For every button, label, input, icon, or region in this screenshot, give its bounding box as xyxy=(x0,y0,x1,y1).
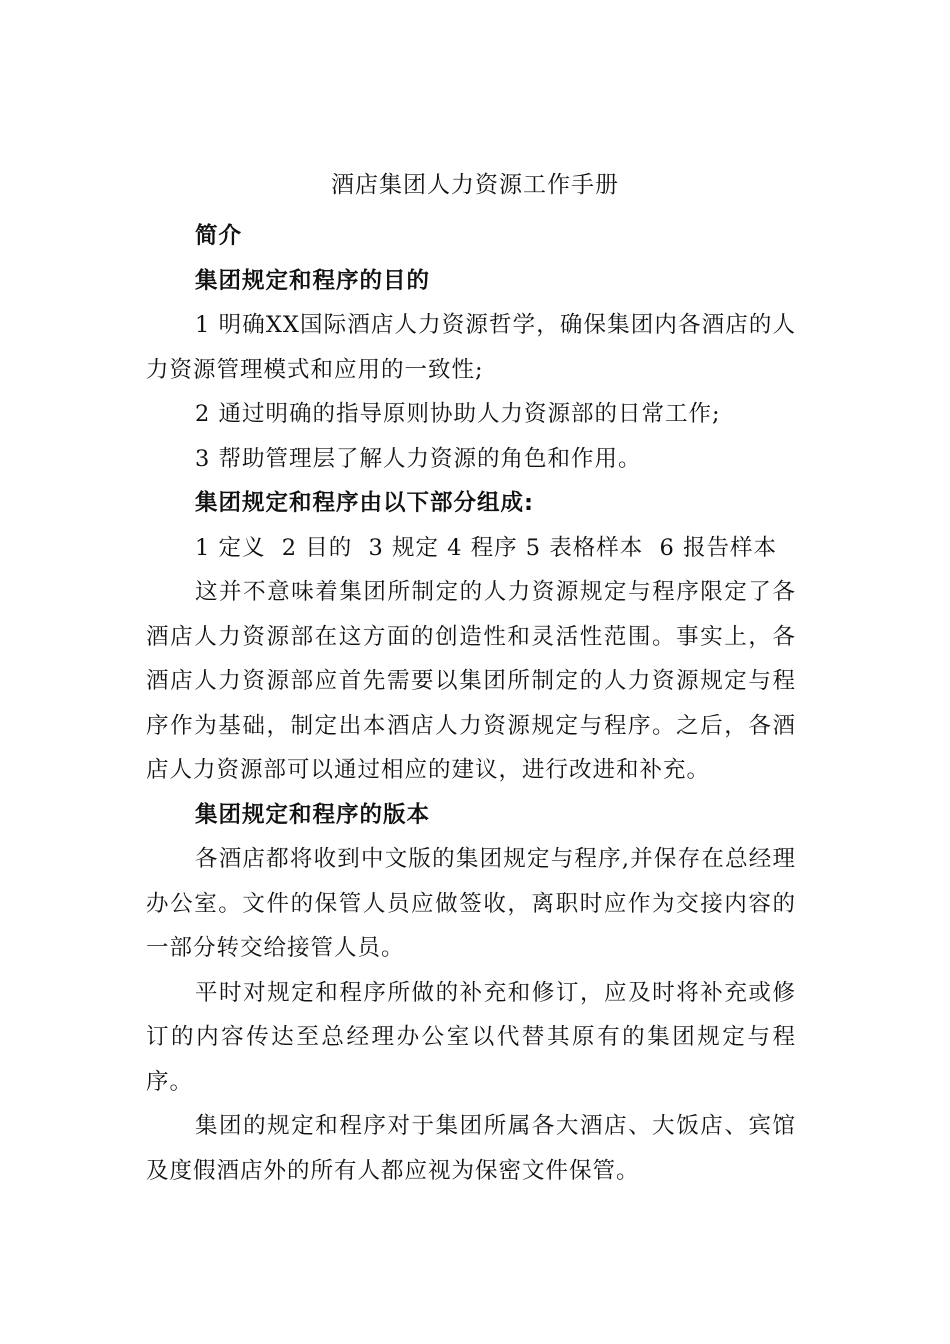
body-paragraph-3: 平时对规定和程序所做的补充和修订，应及时将补充或修订的内容传达至总经理办公室以代替其原有的集团规定与程序。 xyxy=(146,979,796,1095)
purpose-item-3: 3 帮助管理层了解人力资源的角色和作用。 xyxy=(195,445,642,472)
document-body xyxy=(146,214,796,1193)
intro-heading: 简介 xyxy=(195,223,243,249)
purpose-heading: 集团规定和程序的目的 xyxy=(195,267,431,294)
body-paragraph-1: 这并不意味着集团所制定的人力资源规定与程序限定了各酒店人力资源部在这方面的创造性和灵活性范围。事实上，各酒店人力资源部应首先需要以集团所制定的人力资源规定与程序作为基础，制定出本酒店人力资源规定与程序。之后，各酒店人力资源部可以通过相应的建议，进行改进和补充。 xyxy=(146,579,796,783)
composition-heading: 集团规定和程序由以下部分组成: xyxy=(195,490,534,516)
purpose-item-1: 1 明确XX国际酒店人力资源哲学，确保集团内各酒店的人力资源管理模式和应用的一致性; xyxy=(146,312,796,383)
version-heading: 集团规定和程序的版本 xyxy=(195,801,431,828)
document-title: 酒店集团人力资源工作手册 xyxy=(331,172,619,198)
purpose-item-2: 2 通过明确的指导原则协助人力资源部的日常工作; xyxy=(195,401,721,427)
body-paragraph-2: 各酒店都将收到中文版的集团规定与程序,并保存在总经理办公室。文件的保管人员应做签收，离职时应作为交接内容的一部分转交给接管人员。 xyxy=(146,846,796,961)
composition-list: 1 定义 2 目的 3 规定 4 程序 5 表格样本 6 报告样本 xyxy=(195,534,778,561)
body-paragraph-4: 集团的规定和程序对于集团所属各大酒店、大饭店、宾馆及度假酒店外的所有人都应视为保密文件保管。 xyxy=(146,1113,796,1184)
